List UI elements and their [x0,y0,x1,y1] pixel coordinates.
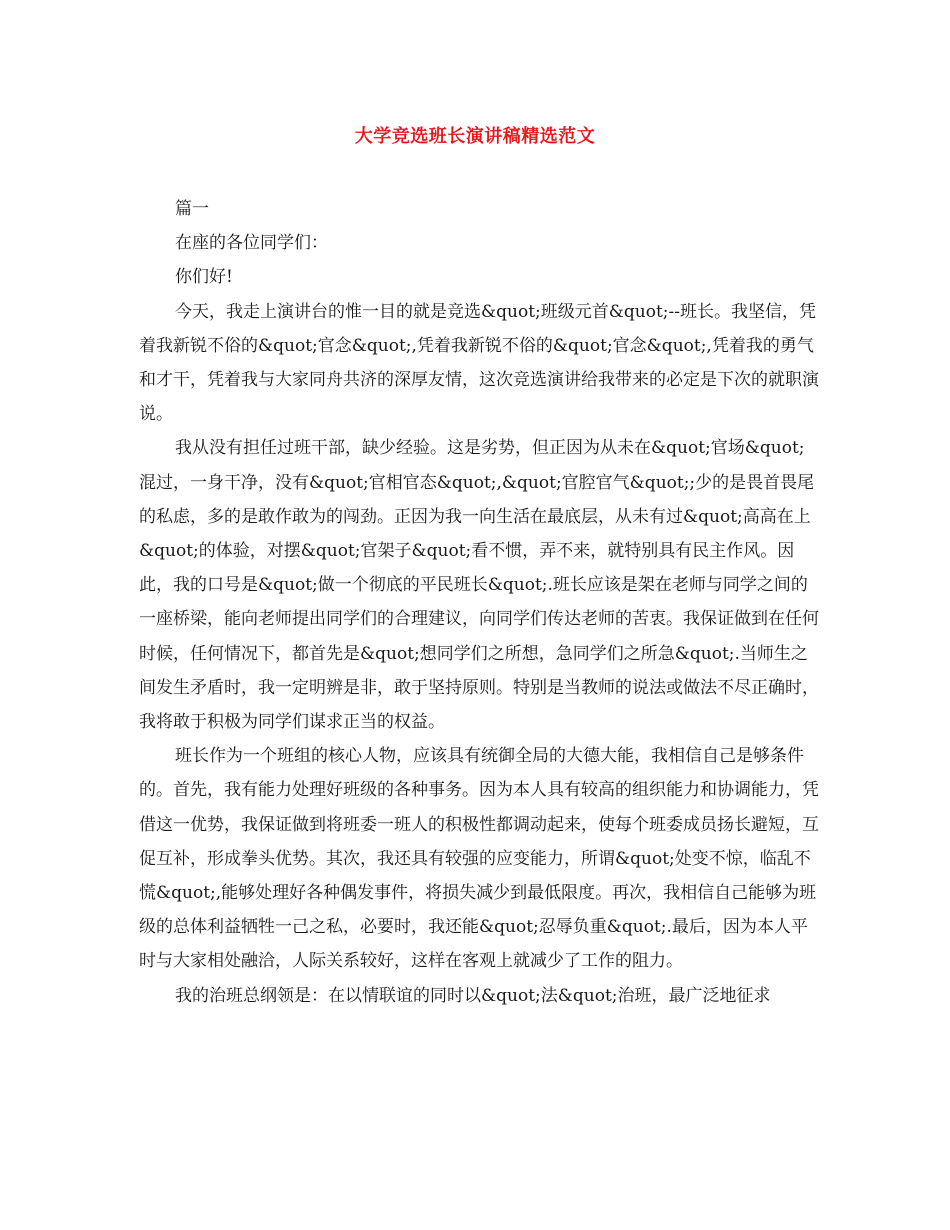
greeting: 你们好! [175,267,233,288]
document-body [139,192,819,1013]
paragraph: 班长作为一个班组的核心人物，应该具有统御全局的大德大能，我相信自己是够条件的。首先，我有能力处理好班级的各种事务。因为本人具有较高的组织能力和协调能力，凭借这一优势，我保证做到将班委一班人的积极性都调动起来，使每个班委成员扬长避短，互促互补，形成拳头优势。其次，我还具有较强的应变能力，所谓&quot;处变不惊，临乱不慌&quot;,能够处理好各种偶发事件，将损失减少到最低限度。再次，我相信自己能够为班级的总体利益牺牲一己之私，必要时，我还能&quot;忍辱负重&quot;.最后，因为本人平时与大家相处融洽，人际关系较好，这样在客观上就减少了工作的阻力。 [139,746,819,972]
section-heading: 篇一 [175,199,209,219]
salutation: 在座的各位同学们： [175,233,328,254]
document-title: 大学竞选班长演讲稿精选范文 [354,126,596,147]
paragraph: 今天，我走上演讲台的惟一目的就是竞选&quot;班级元首&quot;--班长。我坚信，凭着我新锐不俗的&quot;官念&quot;,凭着我新锐不俗的&quot;官念&quot;,凭着我的勇气和才干，凭着我与大家同舟共济的深厚友情，这次竞选演讲给我带来的必定是下次的就职演说。 [139,301,819,425]
paragraph: 我的治班总纲领是：在以情联谊的同时以&quot;法&quot;治班，最广泛地征求 [175,985,771,1006]
paragraph: 我从没有担任过班干部，缺少经验。这是劣势，但正因为从未在&quot;官场&quot;混过，一身干净，没有&quot;官相官态&quot;,&quot;官腔官气&quot;;少的是畏首畏尾的私虑，多的是敢作敢为的闯劲。正因为我一向生活在最底层，从未有过&quot;高高在上&quot;的体验，对摆&quot;官架子&quot;看不惯，弄不来，就特别具有民主作风。因此，我的口号是&quot;做一个彻底的平民班长&quot;.班长应该是架在老师与同学之间的一座桥梁，能向老师提出同学们的合理建议，向同学们传达老师的苦衷。我保证做到在任何时候，任何情况下，都首先是&quot;想同学们之所想，急同学们之所急&quot;.当师生之间发生矛盾时，我一定明辨是非，敢于坚持原则。特别是当教师的说法或做法不尽正确时，我将敢于积极为同学们谋求正当的权益。 [139,438,819,733]
